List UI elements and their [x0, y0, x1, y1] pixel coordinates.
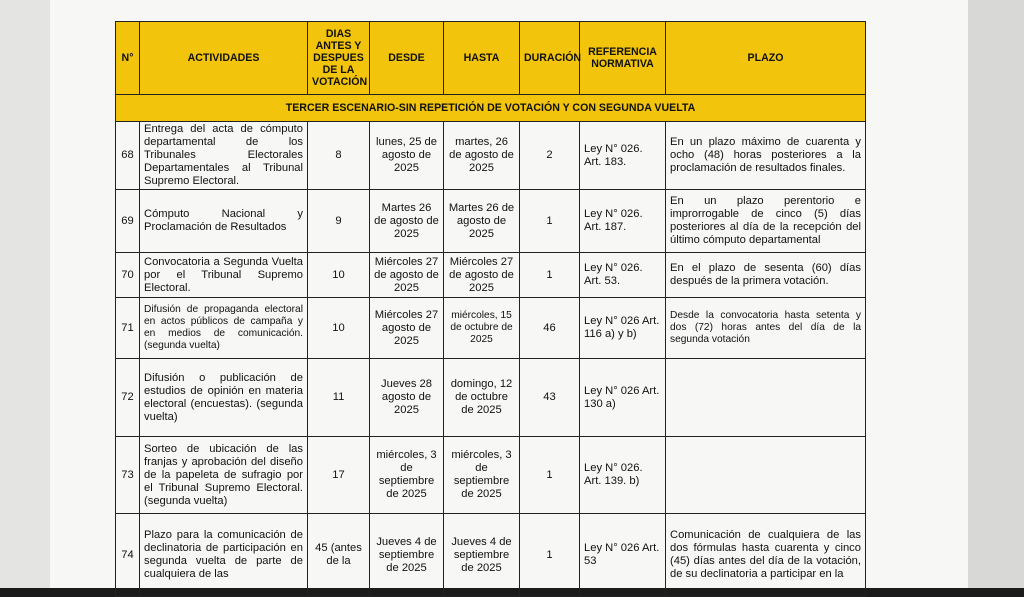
row-days: 11	[308, 359, 370, 437]
row-activity: Sorteo de ubicación de las franjas y aprobación del diseño de la papeleta de sufragio por el Tribunal Supremo Electoral. (segunda vuelta)	[140, 437, 308, 514]
row-reference: Ley N° 026. Art. 187.	[580, 190, 666, 253]
row-reference: Ley N° 026. Art. 139. b)	[580, 437, 666, 514]
header-duration: DURACIÓN	[520, 22, 580, 95]
header-num: N°	[116, 22, 140, 95]
row-to: Martes 26 de agosto de 2025	[444, 190, 520, 253]
row-days: 8	[308, 122, 370, 190]
row-num: 72	[116, 359, 140, 437]
row-num: 68	[116, 122, 140, 190]
row-num: 71	[116, 298, 140, 359]
row-from: lunes, 25 de agosto de 2025	[370, 122, 444, 190]
row-days: 17	[308, 437, 370, 514]
row-from: Miércoles 27 de agosto de 2025	[370, 253, 444, 298]
row-duration: 46	[520, 298, 580, 359]
row-num: 69	[116, 190, 140, 253]
row-days: 10	[308, 298, 370, 359]
row-deadline: En un plazo máximo de cuarenta y ocho (48) horas posteriores a la proclamación de resultados finales.	[666, 122, 866, 190]
table-row	[116, 253, 866, 298]
row-from: miércoles, 3 de septiembre de 2025	[370, 437, 444, 514]
row-duration: 1	[520, 514, 580, 597]
row-to: Miércoles 27 de agosto de 2025	[444, 253, 520, 298]
table-row	[116, 514, 866, 597]
header-from: DESDE	[370, 22, 444, 95]
row-deadline: En el plazo de sesenta (60) días después de la primera votación.	[666, 253, 866, 298]
row-deadline: En un plazo perentorio e improrrogable de cinco (5) días posteriores al día de la recepción del último cómputo departamental	[666, 190, 866, 253]
row-reference: Ley N° 026. Art. 183.	[580, 122, 666, 190]
row-deadline: Comunicación de cualquiera de las dos fórmulas hasta cuarenta y cinco (45) días antes del día de la votación, de su declinatoria a participar en la	[666, 514, 866, 597]
header-deadline: PLAZO	[666, 22, 866, 95]
row-reference: Ley N° 026 Art. 130 a)	[580, 359, 666, 437]
left-margin	[0, 0, 50, 588]
row-days: 45 (antes de la	[308, 514, 370, 597]
electoral-schedule-table	[115, 21, 866, 597]
row-from: Jueves 28 agosto de 2025	[370, 359, 444, 437]
row-to: domingo, 12 de octubre de 2025	[444, 359, 520, 437]
table-row	[116, 190, 866, 253]
header-days: DIAS ANTES Y DESPUES DE LA VOTACIÓN	[308, 22, 370, 95]
header-activities: ACTIVIDADES	[140, 22, 308, 95]
row-activity: Difusión o publicación de estudios de opinión en materia electoral (encuestas). (segunda vuelta)	[140, 359, 308, 437]
row-num: 73	[116, 437, 140, 514]
row-days: 9	[308, 190, 370, 253]
row-from: Jueves 4 de septiembre de 2025	[370, 514, 444, 597]
row-activity: Cómputo Nacional y Proclamación de Resultados	[140, 190, 308, 253]
table-row	[116, 359, 866, 437]
row-reference: Ley N° 026 Art. 116 a) y b)	[580, 298, 666, 359]
row-duration: 1	[520, 190, 580, 253]
table-row	[116, 122, 866, 190]
row-activity: Convocatoria a Segunda Vuelta por el Tribunal Supremo Electoral.	[140, 253, 308, 298]
row-duration: 43	[520, 359, 580, 437]
row-reference: Ley N° 026. Art. 53.	[580, 253, 666, 298]
row-deadline	[666, 359, 866, 437]
header-row	[116, 22, 866, 95]
header-to: HASTA	[444, 22, 520, 95]
row-num: 74	[116, 514, 140, 597]
row-from: Miércoles 27 agosto de 2025	[370, 298, 444, 359]
table-row	[116, 437, 866, 514]
row-deadline: Desde la convocatoria hasta setenta y dos (72) horas antes del día de la segunda votación	[666, 298, 866, 359]
row-to: miércoles, 15 de octubre de 2025	[444, 298, 520, 359]
row-to: Jueves 4 de septiembre de 2025	[444, 514, 520, 597]
row-duration: 1	[520, 437, 580, 514]
row-from: Martes 26 de agosto de 2025	[370, 190, 444, 253]
row-activity: Entrega del acta de cómputo departamental de los Tribunales Electorales Departamentales al Tribunal Supremo Electoral.	[140, 122, 308, 190]
row-deadline	[666, 437, 866, 514]
row-reference: Ley N° 026 Art. 53	[580, 514, 666, 597]
row-num: 70	[116, 253, 140, 298]
header-reference: REFERENCIA NORMATIVA	[580, 22, 666, 95]
row-duration: 1	[520, 253, 580, 298]
row-to: miércoles, 3 de septiembre de 2025	[444, 437, 520, 514]
scenario-title: TERCER ESCENARIO-SIN REPETICIÓN DE VOTACIÓN Y CON SEGUNDA VUELTA	[116, 95, 866, 122]
right-margin	[968, 0, 1024, 588]
row-activity: Difusión de propaganda electoral en actos públicos de campaña y en medios de comunicación. (segunda vuelta)	[140, 298, 308, 359]
row-days: 10	[308, 253, 370, 298]
scenario-row	[116, 95, 866, 122]
row-to: martes, 26 de agosto de 2025	[444, 122, 520, 190]
row-duration: 2	[520, 122, 580, 190]
table-row	[116, 298, 866, 359]
row-activity: Plazo para la comunicación de declinatoria de participación en segunda vuelta de parte de cualquiera de las	[140, 514, 308, 597]
